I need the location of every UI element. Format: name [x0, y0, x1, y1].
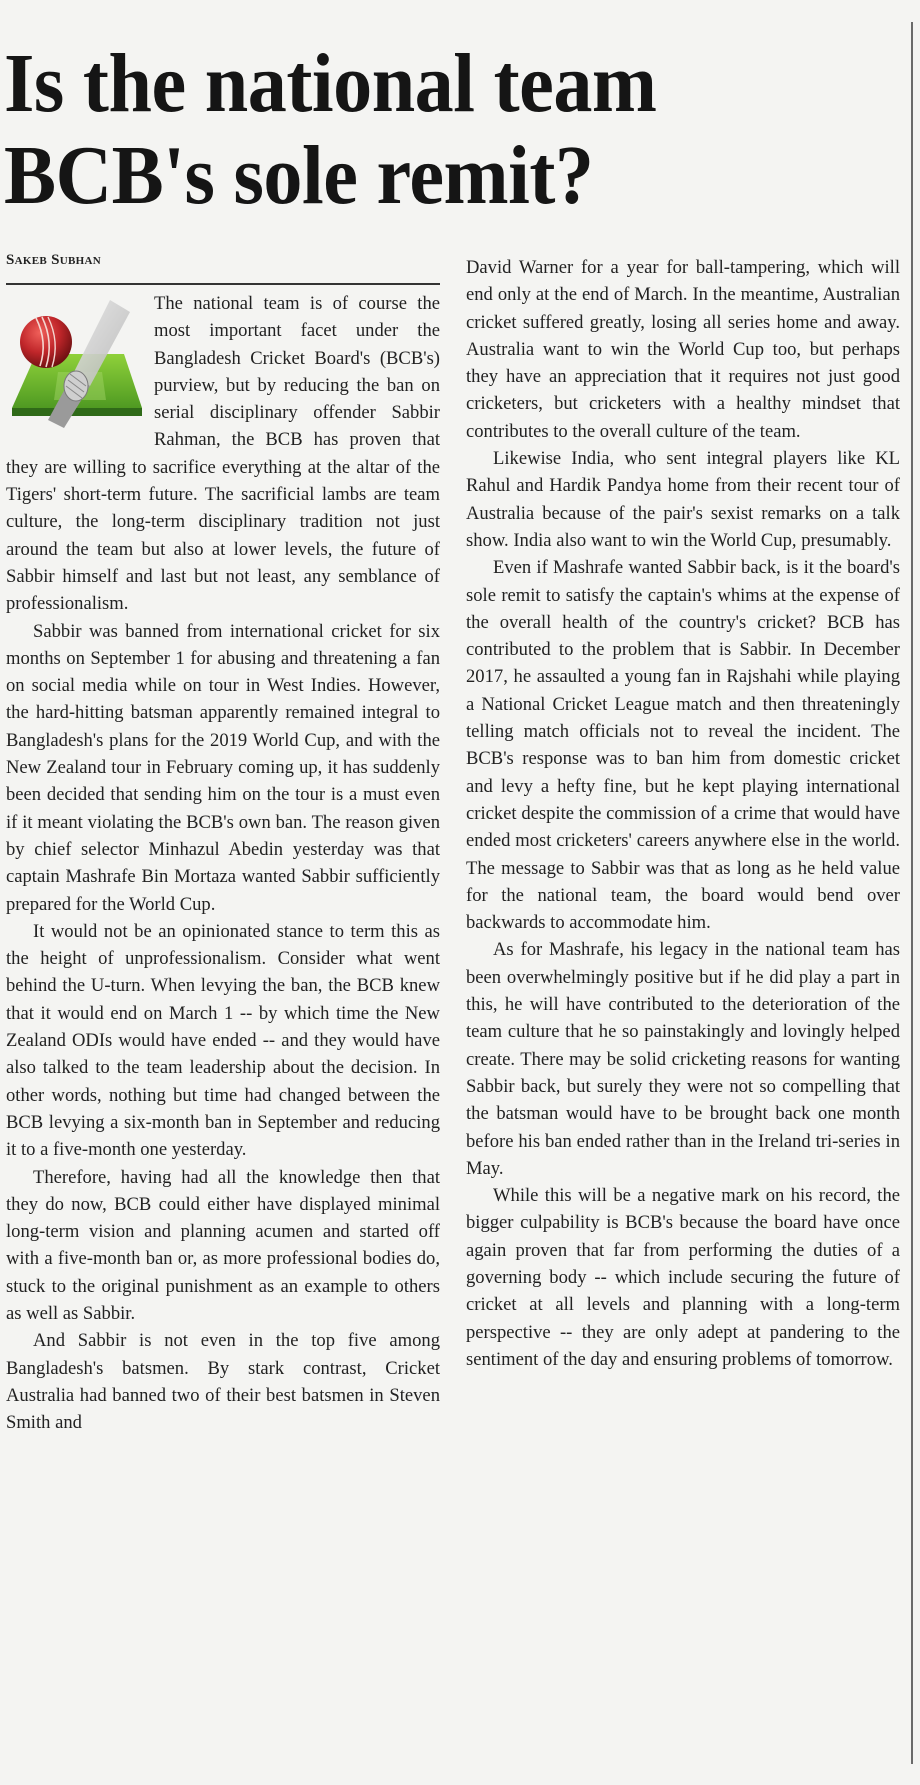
column-divider-rule — [911, 22, 913, 1764]
headline-line-1: Is the national team — [4, 37, 657, 130]
paragraph: And Sabbir is not even in the top five among Bangladesh's batsmen. By stark contrast, Cricket Australia had banned two of their best batsmen in Steven Smith and — [6, 1330, 440, 1434]
paragraph: David Warner for a year for ball-tampering, which will end only at the end of March. In the meantime, Australian cricket suffered greatly, losing all series home and away. Australia want to win the World Cup too, but perhaps they have an appreciation that it requires not just good cricketers, but cricketers with a healthy mindset that contributes to the overall culture of the team. — [466, 257, 900, 442]
paragraph: Sabbir was banned from international cricket for six months on September 1 for abusing and threatening a fan on social media while on tour in West Indies. However, the hard-hitting batsman apparently remained integral to Bangladesh's plans for the 2019 World Cup, and with the New Zealand tour in February coming up, it has suddenly been decided that sending him on the tour is a must even if it meant violating the BCB's own ban. The reason given by chief selector Minhazul Abedin yesterday was that captain Mashrafe Bin Mortaza wanted Sabbir sufficiently prepared for the World Cup. — [6, 620, 440, 915]
paragraph: It would not be an opinionated stance to term this as the height of unprofessionalism. Consider what went behind the U-turn. When levying the ban, the BCB knew that it would end on March 1 -- by which time the New Zealand ODIs would have ended -- and they would have also talked to the team leadership about the decision. In other words, nothing but time had changed between the BCB levying a six-month ban in September and reducing it to a five-month one yesterday. — [6, 920, 440, 1161]
author-byline: Sakeb Subhan — [6, 252, 101, 268]
headline-line-2: BCB's sole remit? — [4, 129, 594, 222]
paragraph: While this will be a negative mark on his record, the bigger culpability is BCB's because the board have once again proven that far from performing the duties of a governing body -- which include securing the future of cricket at all levels and planning with a long-term perspective -- they are only adept at pandering to the sentiment of the day and ensuring problems of tomorrow. — [466, 1185, 900, 1370]
article-column-right — [466, 254, 900, 1373]
cricket-ball-bat-pitch-icon — [6, 290, 146, 446]
article-headline — [4, 38, 841, 222]
paragraph: Even if Mashrafe wanted Sabbir back, is it the board's sole remit to satisfy the captain's whims at the expense of the overall health of the country's cricket? BCB has contributed to the problem that is Sabbir. In December 2017, he assaulted a young fan in Rajshahi while playing a National Cricket League match and then threateningly telling match officials not to reveal the incident. The BCB's response was to ban him from domestic cricket and levy a hefty fine, but he kept playing international cricket despite the commission of a crime that would have ended most cricketers' careers anywhere else in the world. The message to Sabbir was that as long as he held value for the national team, the board would bend over backwards to accommodate him. — [466, 557, 900, 934]
byline-divider — [6, 283, 440, 285]
paragraph: The national team is of course the most important facet under the Bangladesh Cricket Board's (BCB's) purview, but by reducing the ban on serial disciplinary offender Sabbir Rahman, the BCB has proven that they are willing to sacrifice everything at the altar of the Tigers' short-term future. The sacrificial lambs are team culture, the long-term disciplinary tradition not just around the team but also at lower levels, the future of Sabbir himself and last but not least, any semblance of professionalism. — [6, 293, 440, 615]
paragraph: Therefore, having had all the knowledge then that they do now, BCB could either have displayed minimal long-term vision and planning acumen and started off with a five-month ban or, as more professional bodies do, stuck to the original punishment as an example to others as well as Sabbir. — [6, 1166, 440, 1324]
paragraph: As for Mashrafe, his legacy in the national team has been overwhelmingly positive but if he did play a part in this, he will have contributed to the deterioration of the team culture that he so painstakingly and lovingly helped create. There may be solid cricketing reasons for wanting Sabbir back, but surely they were not so compelling that the batsman would have to be brought back one month before his ban ended rather than in the Ireland tri-series in May. — [466, 939, 900, 1179]
article-column-left — [6, 290, 440, 1436]
paragraph: Likewise India, who sent integral players like KL Rahul and Hardik Pandya home from their recent tour of Australia because of the pair's sexist remarks on a talk show. India also want to win the World Cup, presumably. — [466, 448, 900, 551]
